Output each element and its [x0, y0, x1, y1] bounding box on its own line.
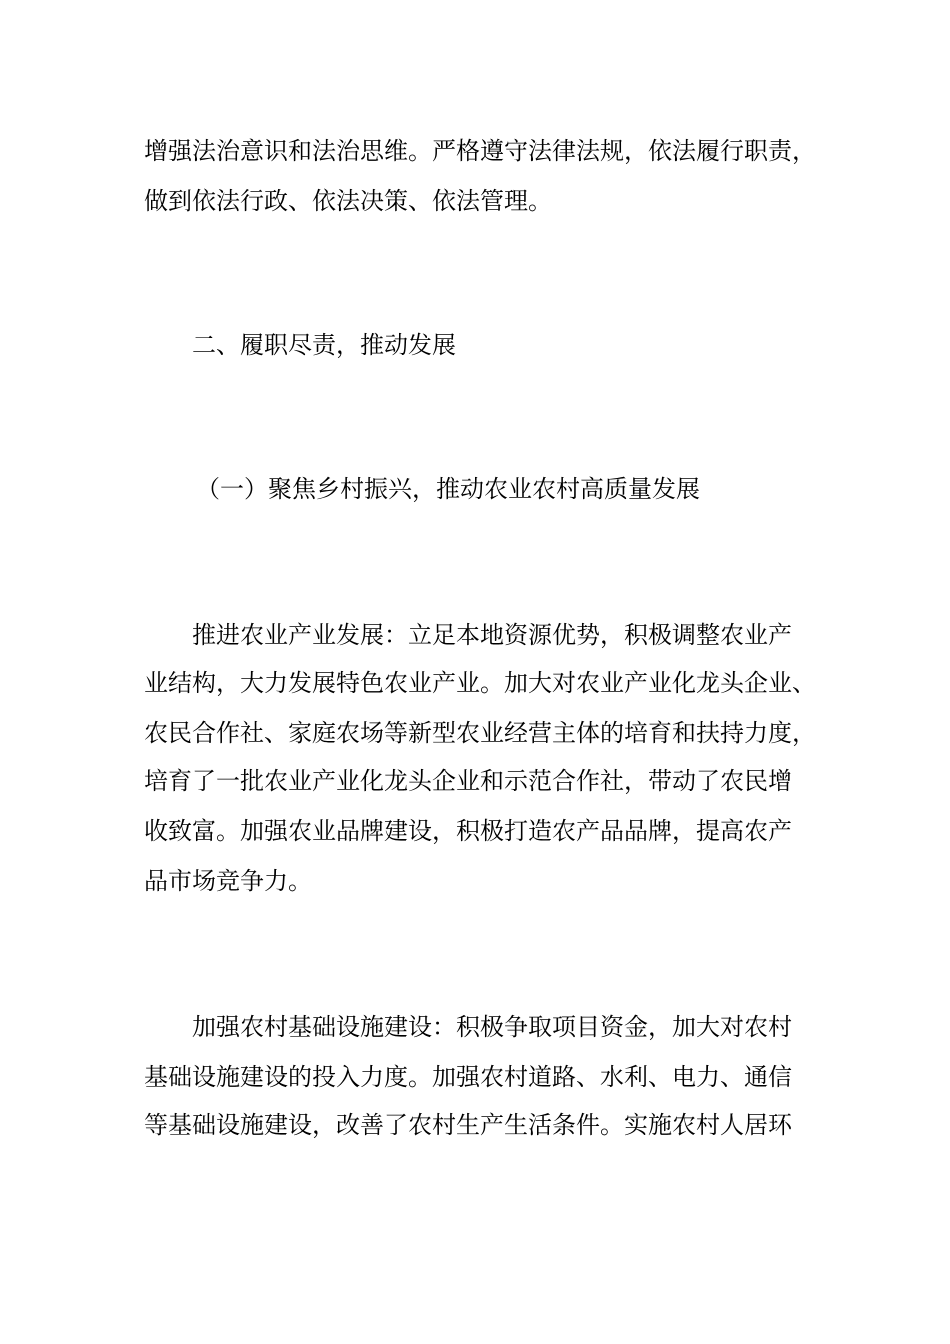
section-heading: 二、履职尽责，推动发展 [192, 331, 456, 359]
industry-line-1: 推进农业产业发展：立足本地资源优势，积极调整农业产 [192, 621, 792, 649]
industry-line-2: 业结构，大力发展特色农业产业。加大对农业产业化龙头企业、 [144, 669, 816, 697]
infrastructure-line-3: 等基础设施建设，改善了农村生产生活条件。实施农村人居环 [144, 1111, 792, 1139]
infrastructure-line-1: 加强农村基础设施建设：积极争取项目资金，加大对农村 [192, 1013, 792, 1041]
industry-line-3: 农民合作社、家庭农场等新型农业经营主体的培育和扶持力度， [144, 719, 816, 747]
industry-line-5: 收致富。加强农业品牌建设，积极打造农产品品牌，提高农产 [144, 817, 792, 845]
subsection-heading: （一）聚焦乡村振兴，推动农业农村高质量发展 [196, 475, 700, 503]
industry-line-6: 品市场竞争力。 [144, 867, 312, 895]
intro-line-1: 增强法治意识和法治思维。严格遵守法律法规，依法履行职责， [144, 137, 816, 165]
infrastructure-line-2: 基础设施建设的投入力度。加强农村道路、水利、电力、通信 [144, 1063, 792, 1091]
intro-line-2: 做到依法行政、依法决策、依法管理。 [144, 187, 552, 215]
industry-line-4: 培育了一批农业产业化龙头企业和示范合作社，带动了农民增 [144, 767, 792, 795]
